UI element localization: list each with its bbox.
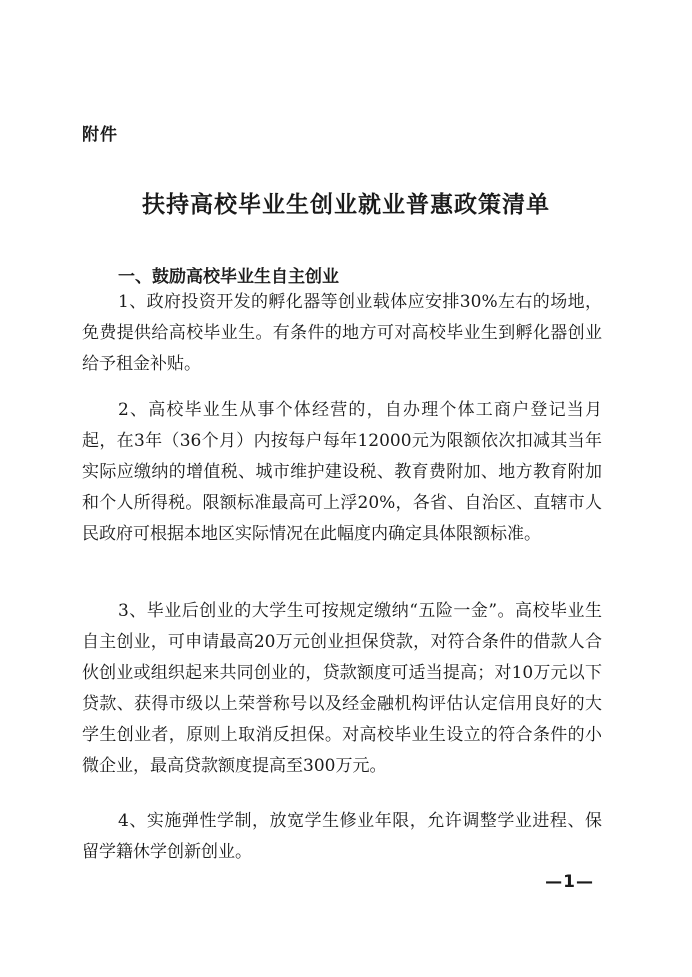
document-title: 扶持高校毕业生创业就业普惠政策清单 xyxy=(142,191,550,218)
attachment-label: 附件 xyxy=(82,125,118,145)
policy-paragraph-4: 4、实施弹性学制，放宽学生修业年限，允许调整学业进程、保留学籍休学创新创业。 xyxy=(82,811,602,862)
policy-paragraph-1: 1、政府投资开发的孵化器等创业载体应安排30%左右的场地，免费提供给高校毕业生。有条件的地方可对高校毕业生到孵化器创业给予租金补贴。 xyxy=(82,292,602,374)
policy-paragraph-2: 2、高校毕业生从事个体经营的，自办理个体工商户登记当月起，在3年（36个月）内按每户每年12000元为限额依次扣减其当年实际应缴纳的增值税、城市维护建设税、教育费附加、地方教育附加和个人所得税。限额标准最高可上浮20%，各省、自治区、直辖市人民政府可根据本地区实际情况在此幅度内确定具体限额标准。 xyxy=(82,400,602,544)
page-number: —1— xyxy=(545,872,594,892)
section-heading: 一、鼓励高校毕业生自主创业 xyxy=(118,267,339,287)
policy-paragraph-3: 3、毕业后创业的大学生可按规定缴纳“五险一金”。高校毕业生自主创业，可申请最高20万元创业担保贷款，对符合条件的借款人合伙创业或组织起来共同创业的，贷款额度可适当提高；对10万元以下贷款、获得市级以上荣誉称号以及经金融机构评估认定信用良好的大学生创业者，原则上取消反担保。对高校毕业生设立的符合条件的小微企业，最高贷款额度提高至300万元。 xyxy=(82,601,602,776)
